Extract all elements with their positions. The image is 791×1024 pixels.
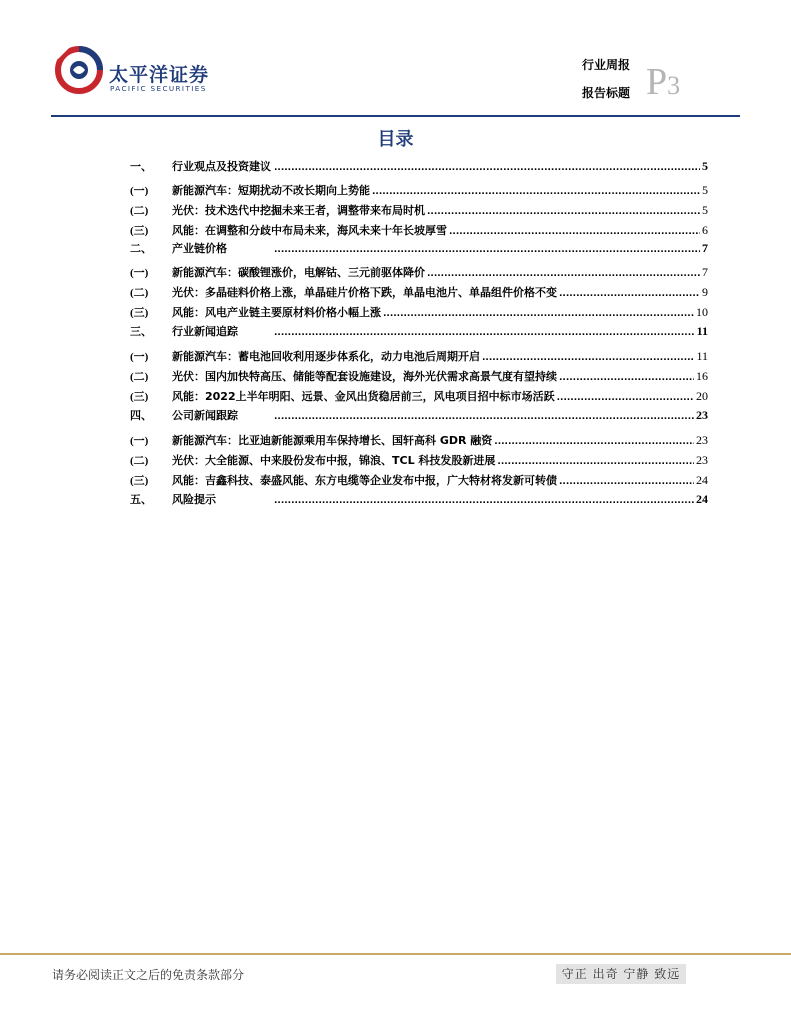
toc-entry-title: 光伏：多晶硅料价格上涨，单晶硅片价格下跌，单晶电池片、单晶组件价格不变 [172, 286, 557, 299]
toc-entry[interactable] [130, 432, 708, 448]
footer-divider [0, 953, 791, 955]
toc-leader-dots [497, 457, 694, 467]
toc-entry-title: 风能：2022上半年明阳、远景、金风出货稳居前三，风电项目招中标市场活跃 [172, 390, 555, 403]
toc-leader-dots [274, 412, 694, 422]
toc-leader-dots [427, 269, 700, 279]
toc-entry-number: (三) [130, 307, 149, 319]
toc-entry-page: 6 [702, 223, 708, 237]
toc-entry-title: 风能：风电产业链主要原材料价格小幅上涨 [172, 306, 381, 319]
toc-entry-number: (二) [130, 455, 149, 467]
company-logo [55, 44, 215, 100]
toc-entry-page: 5 [702, 159, 708, 173]
toc-entry[interactable] [130, 284, 708, 300]
toc-entry-page: 23 [696, 408, 708, 422]
toc-entry-title: 风能：在调整和分歧中布局未来，海风未来十年长坡厚雪 [172, 224, 447, 237]
toc-entry-page: 7 [702, 265, 708, 279]
toc-entry-title: 产业链价格 [172, 242, 227, 255]
brand-name-en: PACIFIC SECURITIES [110, 84, 207, 93]
toc-entry-page: 7 [702, 241, 708, 255]
toc-entry-title: 风险提示 [172, 493, 216, 506]
toc-entry-number: (一) [130, 351, 149, 363]
toc-entry[interactable] [130, 240, 708, 256]
header-divider [51, 115, 740, 117]
toc-entry[interactable] [130, 323, 708, 339]
toc-entry-number: (二) [130, 287, 149, 299]
toc-entry-title: 公司新闻跟踪 [172, 409, 238, 422]
toc-entry-page: 11 [696, 324, 708, 338]
toc-entry-number: 四、 [130, 409, 152, 422]
toc-entry-number: (三) [130, 225, 149, 237]
toc-entry-number: (一) [130, 435, 149, 447]
toc-entry-number: 一、 [130, 160, 152, 173]
toc-entry-number: (三) [130, 391, 149, 403]
toc-entry-title: 新能源汽车：蓄电池回收利用逐步体系化，动力电池后周期开启 [172, 350, 480, 363]
toc-entry[interactable] [130, 158, 708, 174]
toc-leader-dots [383, 309, 694, 319]
toc-entry-number: 五、 [130, 493, 152, 506]
toc-leader-dots [482, 353, 694, 363]
toc-entry-page: 11 [696, 349, 708, 363]
toc-entry-page: 5 [702, 203, 708, 217]
toc-leader-dots [274, 328, 695, 338]
toc-entry-title: 风能：吉鑫科技、泰盛风能、东方电缆等企业发布中报，广大特材将发新可转债 [172, 474, 557, 487]
footer-disclaimer: 请务必阅读正文之后的免责条款部分 [52, 968, 245, 982]
toc-leader-dots [274, 245, 700, 255]
toc-entry-page: 24 [696, 492, 708, 506]
toc-leader-dots [494, 437, 694, 447]
toc-entry-number: (三) [130, 475, 149, 487]
toc-entry[interactable] [130, 222, 708, 238]
toc-leader-dots [274, 496, 694, 506]
pacific-securities-logo-icon [55, 44, 105, 94]
toc-entry-number: (二) [130, 371, 149, 383]
toc-entry[interactable] [130, 304, 708, 320]
toc-entry[interactable] [130, 348, 708, 364]
toc-entry[interactable] [130, 407, 708, 423]
toc-entry[interactable] [130, 182, 708, 198]
toc-entry-title: 新能源汽车：短期扰动不改长期向上势能 [172, 184, 370, 197]
toc-entry-number: 二、 [130, 242, 152, 255]
toc-entry-title: 行业新闻追踪 [172, 325, 238, 338]
toc-entry-number: (一) [130, 185, 149, 197]
toc-entry-page: 20 [696, 389, 708, 403]
page-number-value: 3 [667, 71, 681, 100]
footer-motto: 守正 出奇 宁静 致远 [556, 964, 686, 984]
toc-entry[interactable] [130, 491, 708, 507]
toc-leader-dots [274, 163, 700, 173]
toc-entry-title: 光伏：大全能源、中来股份发布中报，锦浪、TCL 科技发股新进展 [172, 454, 496, 467]
toc-entry-page: 24 [696, 473, 708, 487]
page-prefix: P [646, 61, 668, 103]
toc-title: 目录 [377, 129, 414, 150]
toc-entry[interactable] [130, 452, 708, 468]
brand-name-cn: 太平洋证券 [109, 64, 210, 86]
page-number [646, 60, 680, 104]
toc-entry[interactable] [130, 264, 708, 280]
toc-entry-number: (二) [130, 205, 149, 217]
toc-leader-dots [427, 207, 700, 217]
toc-entry[interactable] [130, 472, 708, 488]
toc-entry-title: 新能源汽车：碳酸锂涨价，电解钴、三元前驱体降价 [172, 266, 425, 279]
toc-entry-page: 10 [696, 305, 708, 319]
toc-entry-title: 光伏：国内加快特高压、储能等配套设施建设，海外光伏需求高景气度有望持续 [172, 370, 557, 383]
toc-leader-dots [559, 373, 694, 383]
toc-entry[interactable] [130, 202, 708, 218]
report-title-label: 报告标题 [581, 86, 630, 100]
toc-leader-dots [559, 477, 694, 487]
toc-entry-page: 9 [702, 285, 708, 299]
report-type: 行业周报 [581, 58, 630, 72]
toc-entry-title: 行业观点及投资建议 [172, 160, 271, 173]
toc-entry-title: 新能源汽车：比亚迪新能源乘用车保持增长、国轩高科 GDR 融资 [172, 434, 493, 447]
toc-entry[interactable] [130, 368, 708, 384]
toc-entry-number: (一) [130, 267, 149, 279]
toc-entry-page: 23 [696, 453, 708, 467]
toc-leader-dots [372, 187, 700, 197]
toc-entry-title: 光伏：技术迭代中挖掘未来王者，调整带来布局时机 [172, 204, 425, 217]
toc-leader-dots [557, 393, 694, 403]
toc-entry-number: 三、 [130, 325, 152, 338]
toc-entry-page: 23 [696, 433, 708, 447]
toc-leader-dots [559, 289, 700, 299]
toc-leader-dots [449, 227, 700, 237]
toc-entry-page: 16 [696, 369, 708, 383]
toc-entry[interactable] [130, 388, 708, 404]
toc-entry-page: 5 [702, 183, 708, 197]
